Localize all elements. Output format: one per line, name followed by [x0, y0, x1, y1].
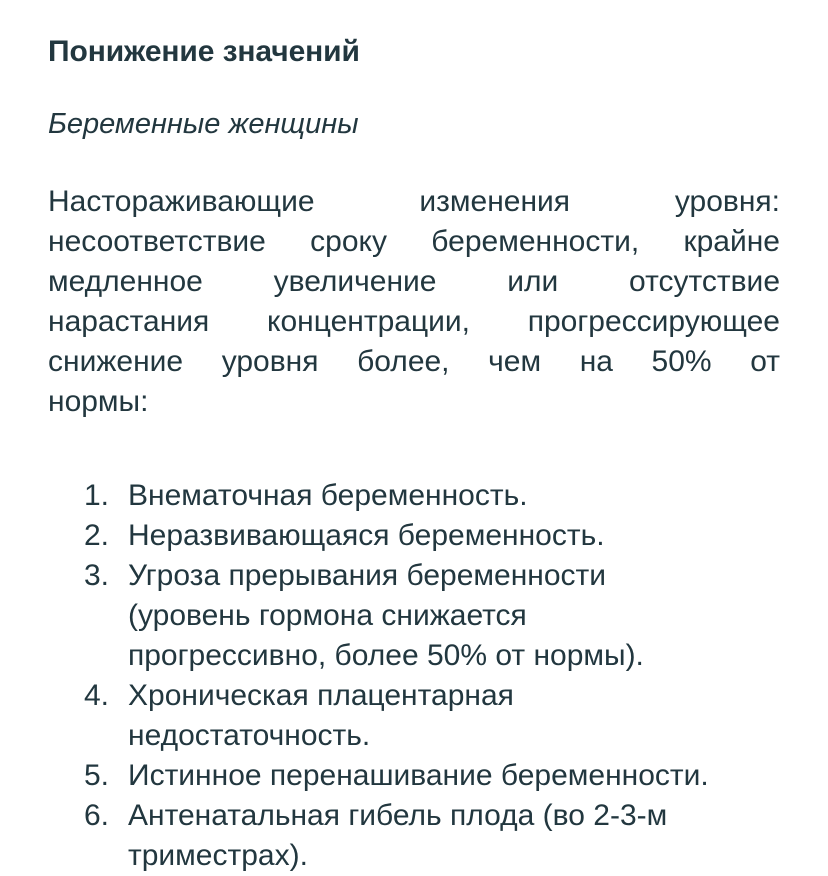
list-item: [48, 676, 780, 756]
paragraph-line: Настораживающие изменения уровня:: [48, 185, 780, 218]
list-item-line: (уровень гормона снижается: [128, 599, 527, 632]
list-item: [48, 556, 780, 676]
paragraph-line: несоответствие сроку беременности, крайне: [48, 225, 780, 258]
causes-list: [48, 422, 780, 876]
list-item-line: триместрах).: [128, 839, 308, 872]
list-item-line: прогрессивно, более 50% от нормы).: [128, 639, 644, 672]
list-item-marker: 4.: [84, 679, 110, 712]
list-item-marker: 2.: [84, 519, 110, 552]
list-item-line: Истинное перенашивание беременности.: [128, 759, 709, 792]
list-item-text: [128, 796, 780, 876]
list-item-line: Внематочная беременность.: [128, 479, 528, 512]
list-item: [48, 476, 780, 516]
list-item-marker: 1.: [84, 479, 110, 512]
list-item: [48, 796, 780, 876]
list-item-text: [128, 676, 780, 756]
list-item-text: [128, 516, 780, 556]
list-item: [48, 516, 780, 556]
section-subtitle: Беременные женщины: [48, 108, 359, 140]
list-item-line: недостаточность.: [128, 719, 371, 752]
list-item-text: [128, 556, 780, 676]
list-item-marker: 5.: [84, 759, 110, 792]
paragraph-line: нарастания концентрации, прогрессирующее: [48, 305, 780, 338]
intro-paragraph: [48, 144, 780, 422]
list-item-marker: 6.: [84, 799, 110, 832]
list-item: [48, 756, 780, 796]
list-item-text: [128, 756, 780, 796]
paragraph-line: снижение уровня более, чем на 50% от: [48, 345, 780, 378]
list-item-line: Антенатальная гибель плода (во 2-3-м: [128, 799, 668, 832]
list-item-line: Неразвивающаяся беременность.: [128, 519, 605, 552]
list-item-marker: 3.: [84, 559, 110, 592]
list-item-text: [128, 476, 780, 516]
paragraph-line: медленное увеличение или отсутствие: [48, 265, 780, 298]
list-item-line: Хроническая плацентарная: [128, 679, 514, 712]
paragraph-line: нормы:: [48, 385, 149, 418]
list-item-line: Угроза прерывания беременности: [128, 559, 607, 592]
page-title: Понижение значений: [48, 35, 360, 68]
article-content: [48, 0, 780, 876]
